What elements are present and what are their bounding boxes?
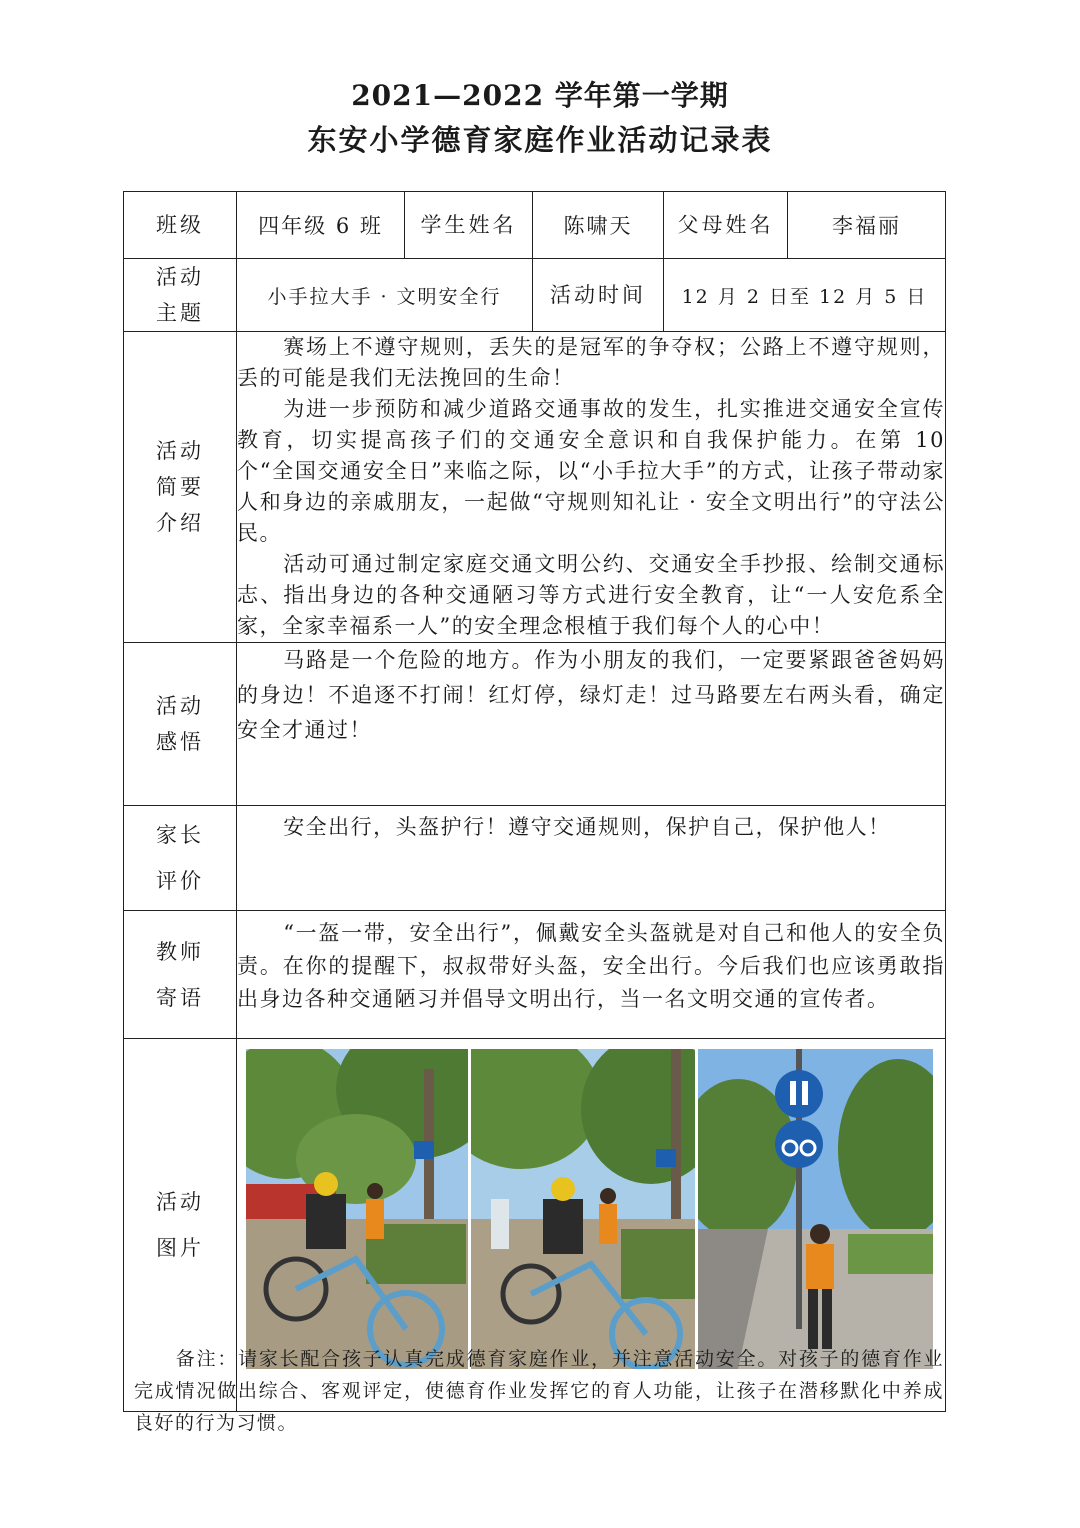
activity-time-value: 12 月 2 日至 12 月 5 日 bbox=[664, 259, 946, 332]
teacher-msg-label bbox=[124, 911, 237, 1039]
photos-label-line2: 图片 bbox=[156, 1236, 204, 1260]
intro-paragraph-2: 为进一步预防和减少道路交通事故的发生，扎实推进交通安全宣传教育，切实提高孩子们的交通安全意识和自我保护能力。在第 10 个“全国交通安全日”来临之际，以“小手拉大手”的方式，让孩子带动家人和身边的亲戚朋友，一起做“守规则知礼让 · 安全文明出行”的守法公民。 bbox=[237, 397, 945, 545]
parent-eval-text: 安全出行，头盔护行！遵守交通规则，保护自己，保护他人！ bbox=[283, 815, 891, 839]
class-value: 四年级 6 班 bbox=[237, 192, 405, 259]
teacher-msg-label-line2: 寄语 bbox=[156, 985, 204, 1010]
intro-label bbox=[124, 332, 237, 643]
reflection-text: 马路是一个危险的地方。作为小朋友的我们，一定要紧跟爸爸妈妈的身边！不追逐不打闹！红灯停，绿灯走！过马路要左右两头看，确定安全才通过！ bbox=[237, 648, 945, 742]
theme-value: 小手拉大手 · 文明安全行 bbox=[237, 259, 533, 332]
reflection-row bbox=[124, 643, 946, 806]
activity-photo-3 bbox=[698, 1049, 933, 1369]
student-name-label: 学生姓名 bbox=[405, 192, 533, 259]
basic-info-row bbox=[124, 192, 946, 259]
theme-label bbox=[124, 259, 237, 332]
parent-eval-row bbox=[124, 806, 946, 911]
parent-eval-label bbox=[124, 806, 237, 911]
reflection-label-line1: 活动 bbox=[156, 694, 204, 718]
intro-label-line2: 简要 bbox=[156, 475, 204, 499]
teacher-msg-label-line1: 教师 bbox=[156, 939, 204, 964]
reflection-label-line2: 感悟 bbox=[156, 730, 204, 754]
activity-photo-1 bbox=[246, 1049, 468, 1369]
class-label: 班级 bbox=[124, 192, 237, 259]
teacher-msg-row bbox=[124, 911, 946, 1039]
intro-label-line3: 介绍 bbox=[156, 511, 204, 535]
parent-name-value: 李福丽 bbox=[788, 192, 946, 259]
parent-eval-label-line2: 评价 bbox=[156, 869, 204, 893]
intro-label-line1: 活动 bbox=[156, 439, 204, 463]
intro-row bbox=[124, 332, 946, 643]
student-name-value: 陈啸天 bbox=[533, 192, 664, 259]
intro-text bbox=[237, 332, 946, 643]
intro-paragraph-3: 活动可通过制定家庭交通文明公约、交通安全手抄报、绘制交通标志、指出身边的各种交通陋习等方式进行安全教育，让“一人安危系全家，全家幸福系一人”的安全理念根植于我们每个人的心中！ bbox=[237, 552, 945, 638]
photos-label-line1: 活动 bbox=[156, 1190, 204, 1214]
form-title-year: 2021—2022 学年第一学期 bbox=[351, 79, 729, 112]
reflection-text-cell bbox=[237, 643, 946, 806]
parent-name-label: 父母姓名 bbox=[664, 192, 788, 259]
footer-note bbox=[134, 1343, 944, 1439]
parent-eval-label-line1: 家长 bbox=[156, 823, 204, 847]
teacher-msg-text: “一盔一带，安全出行”，佩戴安全头盔就是对自己和他人的安全负责。在你的提醒下，叔叔带好头盔，安全出行。今后我们也应该勇敢指出身边各种交通陋习并倡导文明出行，当一名文明交通的宣传者。 bbox=[237, 921, 945, 1011]
theme-label-line2: 主题 bbox=[156, 301, 204, 325]
teacher-msg-text-cell bbox=[237, 911, 946, 1039]
activity-time-label: 活动时间 bbox=[533, 259, 664, 332]
activity-photo-2 bbox=[471, 1049, 695, 1369]
photo-strip bbox=[237, 1039, 945, 1369]
footer-note-text: 备注：请家长配合孩子认真完成德育家庭作业，并注意活动安全。对孩子的德育作业完成情况做出综合、客观评定，使德育作业发挥它的育人功能，让孩子在潜移默化中养成良好的行为习惯。 bbox=[134, 1348, 944, 1434]
theme-row bbox=[124, 259, 946, 332]
theme-label-line1: 活动 bbox=[156, 265, 204, 289]
intro-paragraph-1: 赛场上不遵守规则，丢失的是冠军的争夺权；公路上不遵守规则，丢的可能是我们无法挽回的生命！ bbox=[237, 335, 945, 390]
parent-eval-text-cell bbox=[237, 806, 946, 911]
reflection-label bbox=[124, 643, 237, 806]
form-title: 东安小学德育家庭作业活动记录表 bbox=[307, 123, 773, 157]
activity-record-table bbox=[123, 191, 946, 1412]
